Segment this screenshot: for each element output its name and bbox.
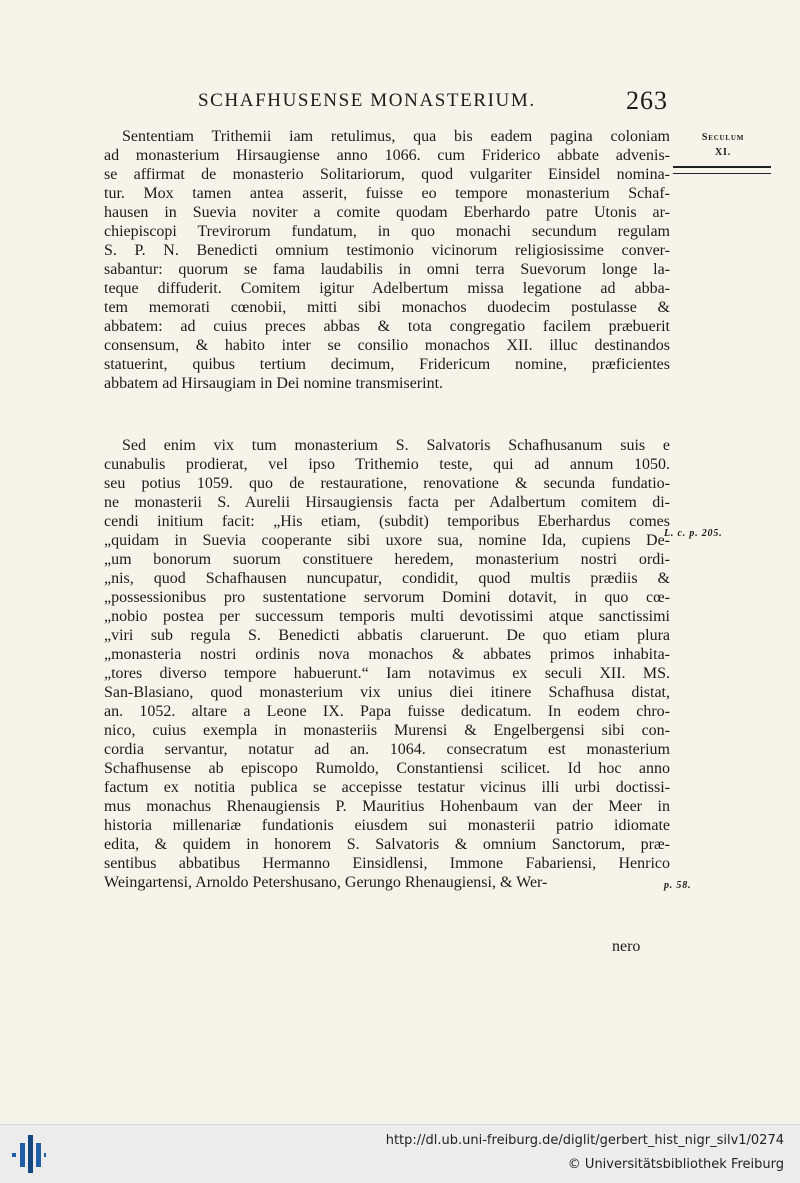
text-line: teque diffuderit. Comitem igitur Adelbertum missa legatione ad abba- <box>104 280 670 297</box>
text-line: seu potius 1059. quo de restauratione, renovatione & secunda fundatio- <box>104 475 670 492</box>
text-line: edita, & quidem in honorem S. Salvatoris & omnium Sanctorum, præ- <box>104 836 670 853</box>
text-line: „possessionibus pro sustentatione servorum Domini dotavit, in quo cœ- <box>104 589 670 606</box>
text-line: statuerint, quibus tertium decimum, Fridericum nomine, præficientes <box>104 356 670 373</box>
text-line: hausen in Suevia noviter a comite quodam Eberhardo patre Utonis ar- <box>104 204 670 221</box>
permalink-url[interactable]: http://dl.ub.uni-freiburg.de/diglit/gerbert_hist_nigr_silv1/0274 <box>385 1133 784 1148</box>
text-line: San-Blasiano, quod monasterium vix unius diei itinere Schafhusa distat, <box>104 684 670 701</box>
text-line: cordia servantur, notatur ad an. 1064. consecratum est monasterium <box>104 741 670 758</box>
seculum-value: XI. <box>714 147 731 158</box>
text-line: ad monasterium Hirsaugiense anno 1066. cum Friderico abbate advenis- <box>104 147 670 164</box>
text-line: abbatem: ad cuius preces abbas & tota congregatio facilem præbuerit <box>104 318 670 335</box>
text-line: factum ex notitia publica se accepisse testatur vicinus illi urbi doctissi- <box>104 779 670 796</box>
seculum-label: Seculum <box>701 132 745 143</box>
margin-reference: L. c. p. 205. <box>664 528 723 539</box>
text-line: chiepiscopi Trevirorum fundatum, in quo monachi secundum regulam <box>104 223 670 240</box>
text-line: Sententiam Trithemii iam retulimus, qua bis eadem pagina coloniam <box>122 128 670 145</box>
text-line: Sed enim vix tum monasterium S. Salvatoris Schafhusanum suis e <box>122 437 670 454</box>
margin-seculum <box>676 130 770 160</box>
text-line: abbatem ad Hirsaugiam in Dei nomine transmiserint. <box>104 375 444 392</box>
running-header <box>198 86 668 116</box>
text-line: cunabulis prodierat, vel ipso Trithemio teste, qui ad annum 1050. <box>104 456 670 473</box>
text-line: nico, cuius exempla in monasteriis Murensi & Engelbergensi sibi con- <box>104 722 670 739</box>
page-title: SCHAFHUSENSE MONASTERIUM. <box>198 90 536 111</box>
text-line: „nis, quod Schafhausen nuncupatur, condidit, quod multis prædiis & <box>104 570 670 587</box>
text-line: S. P. N. Benedicti omnium testimonio vicinorum religiosissime conver- <box>104 242 670 259</box>
text-line: „viri sub regula S. Benedicti abbatis claruerunt. De quo etiam plura <box>104 627 670 644</box>
margin-rule <box>673 166 771 174</box>
paragraph-1 <box>104 127 670 393</box>
text-line: „tores diverso tempore habuerunt.“ Iam notavimus ex seculi XII. MS. <box>104 665 670 682</box>
text-line: mus monachus Rhenaugiensis P. Mauritius Hohenbaum van der Meer in <box>104 798 670 815</box>
text-line: Weingartensi, Arnoldo Petershusano, Gerungo Rhenaugiensi, & Wer- <box>104 874 548 891</box>
catchword: nero <box>612 938 641 955</box>
text-line: historia millenariæ fundationis eiusdem sui monasterii patrio idiomate <box>104 817 670 834</box>
text-line: cendi initium facit: „His etiam, (subdit) temporibus Eberhardus comes <box>104 513 670 530</box>
text-line: „um bonorum suorum constituere heredem, monasterium nostri ordi- <box>104 551 670 568</box>
paragraph-2 <box>104 436 670 892</box>
text-line: sentibus abbatibus Hermanno Einsidlensi, Immone Fabariensi, Henrico <box>104 855 670 872</box>
text-line: „nobio postea per successum temporis multi devotissimi atque sanctissimi <box>104 608 670 625</box>
text-line: consensum, & habito inter se consilio monachos XII. illuc destinandos <box>104 337 670 354</box>
library-logo-icon <box>12 1135 46 1173</box>
text-line: tur. Mox tamen antea asserit, fuisse eo tempore monasterium Schaf- <box>104 185 670 202</box>
text-line: an. 1052. altare a Leone IX. Papa fuisse dedicatum. In eodem chro- <box>104 703 670 720</box>
page-number: 263 <box>626 86 668 115</box>
text-line: „monasteria nostri ordinis nova monachos & abbates primos inhabita- <box>104 646 670 663</box>
text-line: „quidam in Suevia cooperante sibi uxore sua, nomine Ida, cupiens De- <box>104 532 670 549</box>
viewer-footer <box>0 1124 800 1183</box>
text-line: ne monasterii S. Aurelii Hirsaugiensis facta per Adalbertum comitem di- <box>104 494 670 511</box>
copyright-notice: © Universitätsbibliothek Freiburg <box>567 1157 784 1172</box>
text-line: sabantur: quorum se fama laudabilis in omni terra Suevorum longe la- <box>104 261 670 278</box>
text-line: tem memorati cœnobii, mitti sibi monachos duodecim postulasse & <box>104 299 670 316</box>
margin-reference: p. 58. <box>664 880 692 891</box>
text-line: Schafhusense ab episcopo Rumoldo, Constantiensi scilicet. Id hoc anno <box>104 760 670 777</box>
text-line: se affirmat de monasterio Solitariorum, quod vulgariter Einsidel nomina- <box>104 166 670 183</box>
